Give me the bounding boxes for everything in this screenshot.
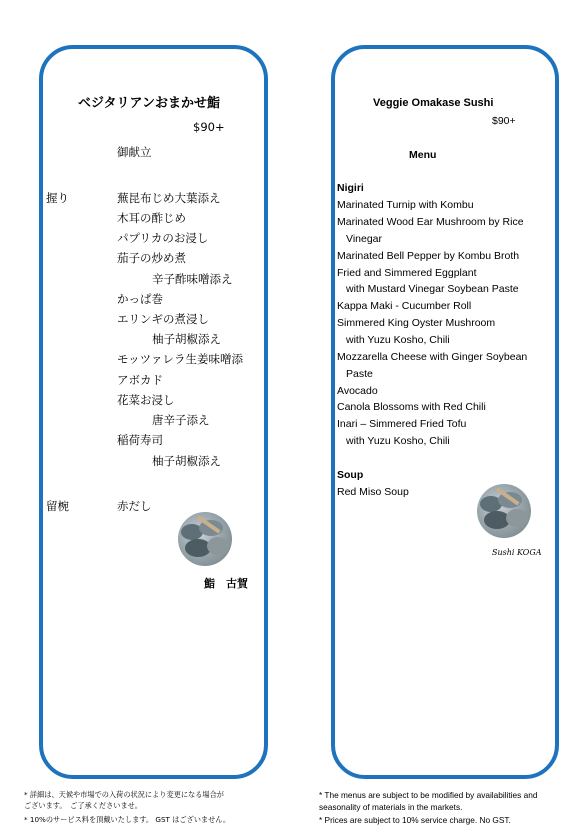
jp-nigiri-item: パプリカのお浸し bbox=[117, 231, 209, 245]
jp-price: $90+ bbox=[193, 120, 225, 134]
sushi-illustration bbox=[178, 512, 232, 566]
jp-footnote-1: * 詳細は、天候や市場での入荷の状況により変更になる場合が bbox=[24, 790, 224, 799]
en-price: $90+ bbox=[492, 115, 516, 127]
jp-nigiri-item: かっぱ巻 bbox=[117, 292, 163, 306]
en-nigiri-item: Canola Blossoms with Red Chili bbox=[337, 401, 486, 413]
jp-nigiri-item: 蕪昆布じめ大葉添え bbox=[117, 191, 221, 205]
en-footnote-3: * Prices are subject to 10% service charge. No GST. bbox=[319, 815, 511, 825]
en-soup-item: Red Miso Soup bbox=[337, 486, 409, 498]
jp-nigiri-item: アボカド bbox=[117, 373, 163, 387]
jp-nigiri-item: モッツァレラ生姜味噌添 bbox=[117, 352, 244, 366]
en-menu-title: Veggie Omakase Sushi bbox=[373, 97, 494, 109]
jp-kondate: 御献立 bbox=[117, 145, 152, 159]
jp-footnote-2: ございます。 ご了承くださいませ。 bbox=[24, 801, 142, 810]
en-nigiri-subitem: Vinegar bbox=[346, 233, 383, 245]
en-nigiri-subitem: Paste bbox=[346, 368, 373, 380]
en-footnote-2: seasonality of materials in the markets. bbox=[319, 802, 463, 812]
en-menu-heading: Menu bbox=[409, 149, 437, 161]
jp-nigiri-label: 握り bbox=[46, 191, 69, 205]
jp-signature: 鮨 古賀 bbox=[204, 577, 248, 590]
en-nigiri-item: Marinated Wood Ear Mushroom by Rice bbox=[337, 216, 524, 228]
jp-tomewan-item: 赤だし bbox=[117, 499, 152, 513]
jp-nigiri-subitem: 辛子酢味噌添え bbox=[152, 272, 233, 286]
en-nigiri-subitem: with Yuzu Kosho, Chili bbox=[346, 435, 450, 447]
en-nigiri-subitem: with Yuzu Kosho, Chili bbox=[346, 334, 450, 346]
jp-nigiri-item: 木耳の酢じめ bbox=[117, 211, 186, 225]
jp-nigiri-item: 稲荷寿司 bbox=[117, 433, 163, 447]
en-footnote-1: * The menus are subject to be modified by availabilities and bbox=[319, 790, 538, 800]
jp-nigiri-item: エリンギの煮浸し bbox=[117, 312, 209, 326]
en-signature: Sushi KOGA bbox=[492, 548, 542, 557]
jp-nigiri-item: 茄子の炒め煮 bbox=[117, 251, 186, 265]
sushi-photo bbox=[178, 512, 232, 566]
en-soup-label: Soup bbox=[337, 469, 364, 481]
en-nigiri-item: Inari – Simmered Fried Tofu bbox=[337, 418, 467, 430]
jp-menu-title: ベジタリアンおまかせ鮨 bbox=[78, 96, 220, 111]
en-nigiri-subitem: with Mustard Vinegar Soybean Paste bbox=[346, 283, 519, 295]
jp-nigiri-item: 花菜お浸し bbox=[117, 393, 175, 407]
jp-footnote-3: * 10%のサービス料を頂戴いたします。 GST はございません。 bbox=[24, 815, 231, 824]
en-nigiri-item: Avocado bbox=[337, 385, 378, 397]
en-nigiri-label: Nigiri bbox=[337, 182, 364, 194]
sushi-photo bbox=[477, 484, 531, 538]
sushi-illustration bbox=[477, 484, 531, 538]
en-nigiri-item: Mozzarella Cheese with Ginger Soybean bbox=[337, 351, 528, 363]
jp-tomewan-label: 留椀 bbox=[46, 499, 69, 513]
en-nigiri-item: Simmered King Oyster Mushroom bbox=[337, 317, 496, 329]
jp-nigiri-subitem: 唐辛子添え bbox=[152, 413, 210, 427]
jp-nigiri-subitem: 柚子胡椒添え bbox=[152, 454, 221, 468]
japanese-menu-panel bbox=[39, 45, 268, 779]
jp-nigiri-subitem: 柚子胡椒添え bbox=[152, 332, 221, 346]
en-nigiri-item: Fried and Simmered Eggplant bbox=[337, 267, 477, 279]
en-nigiri-item: Kappa Maki - Cucumber Roll bbox=[337, 300, 472, 312]
en-nigiri-item: Marinated Bell Pepper by Kombu Broth bbox=[337, 250, 520, 262]
en-nigiri-item: Marinated Turnip with Kombu bbox=[337, 199, 474, 211]
